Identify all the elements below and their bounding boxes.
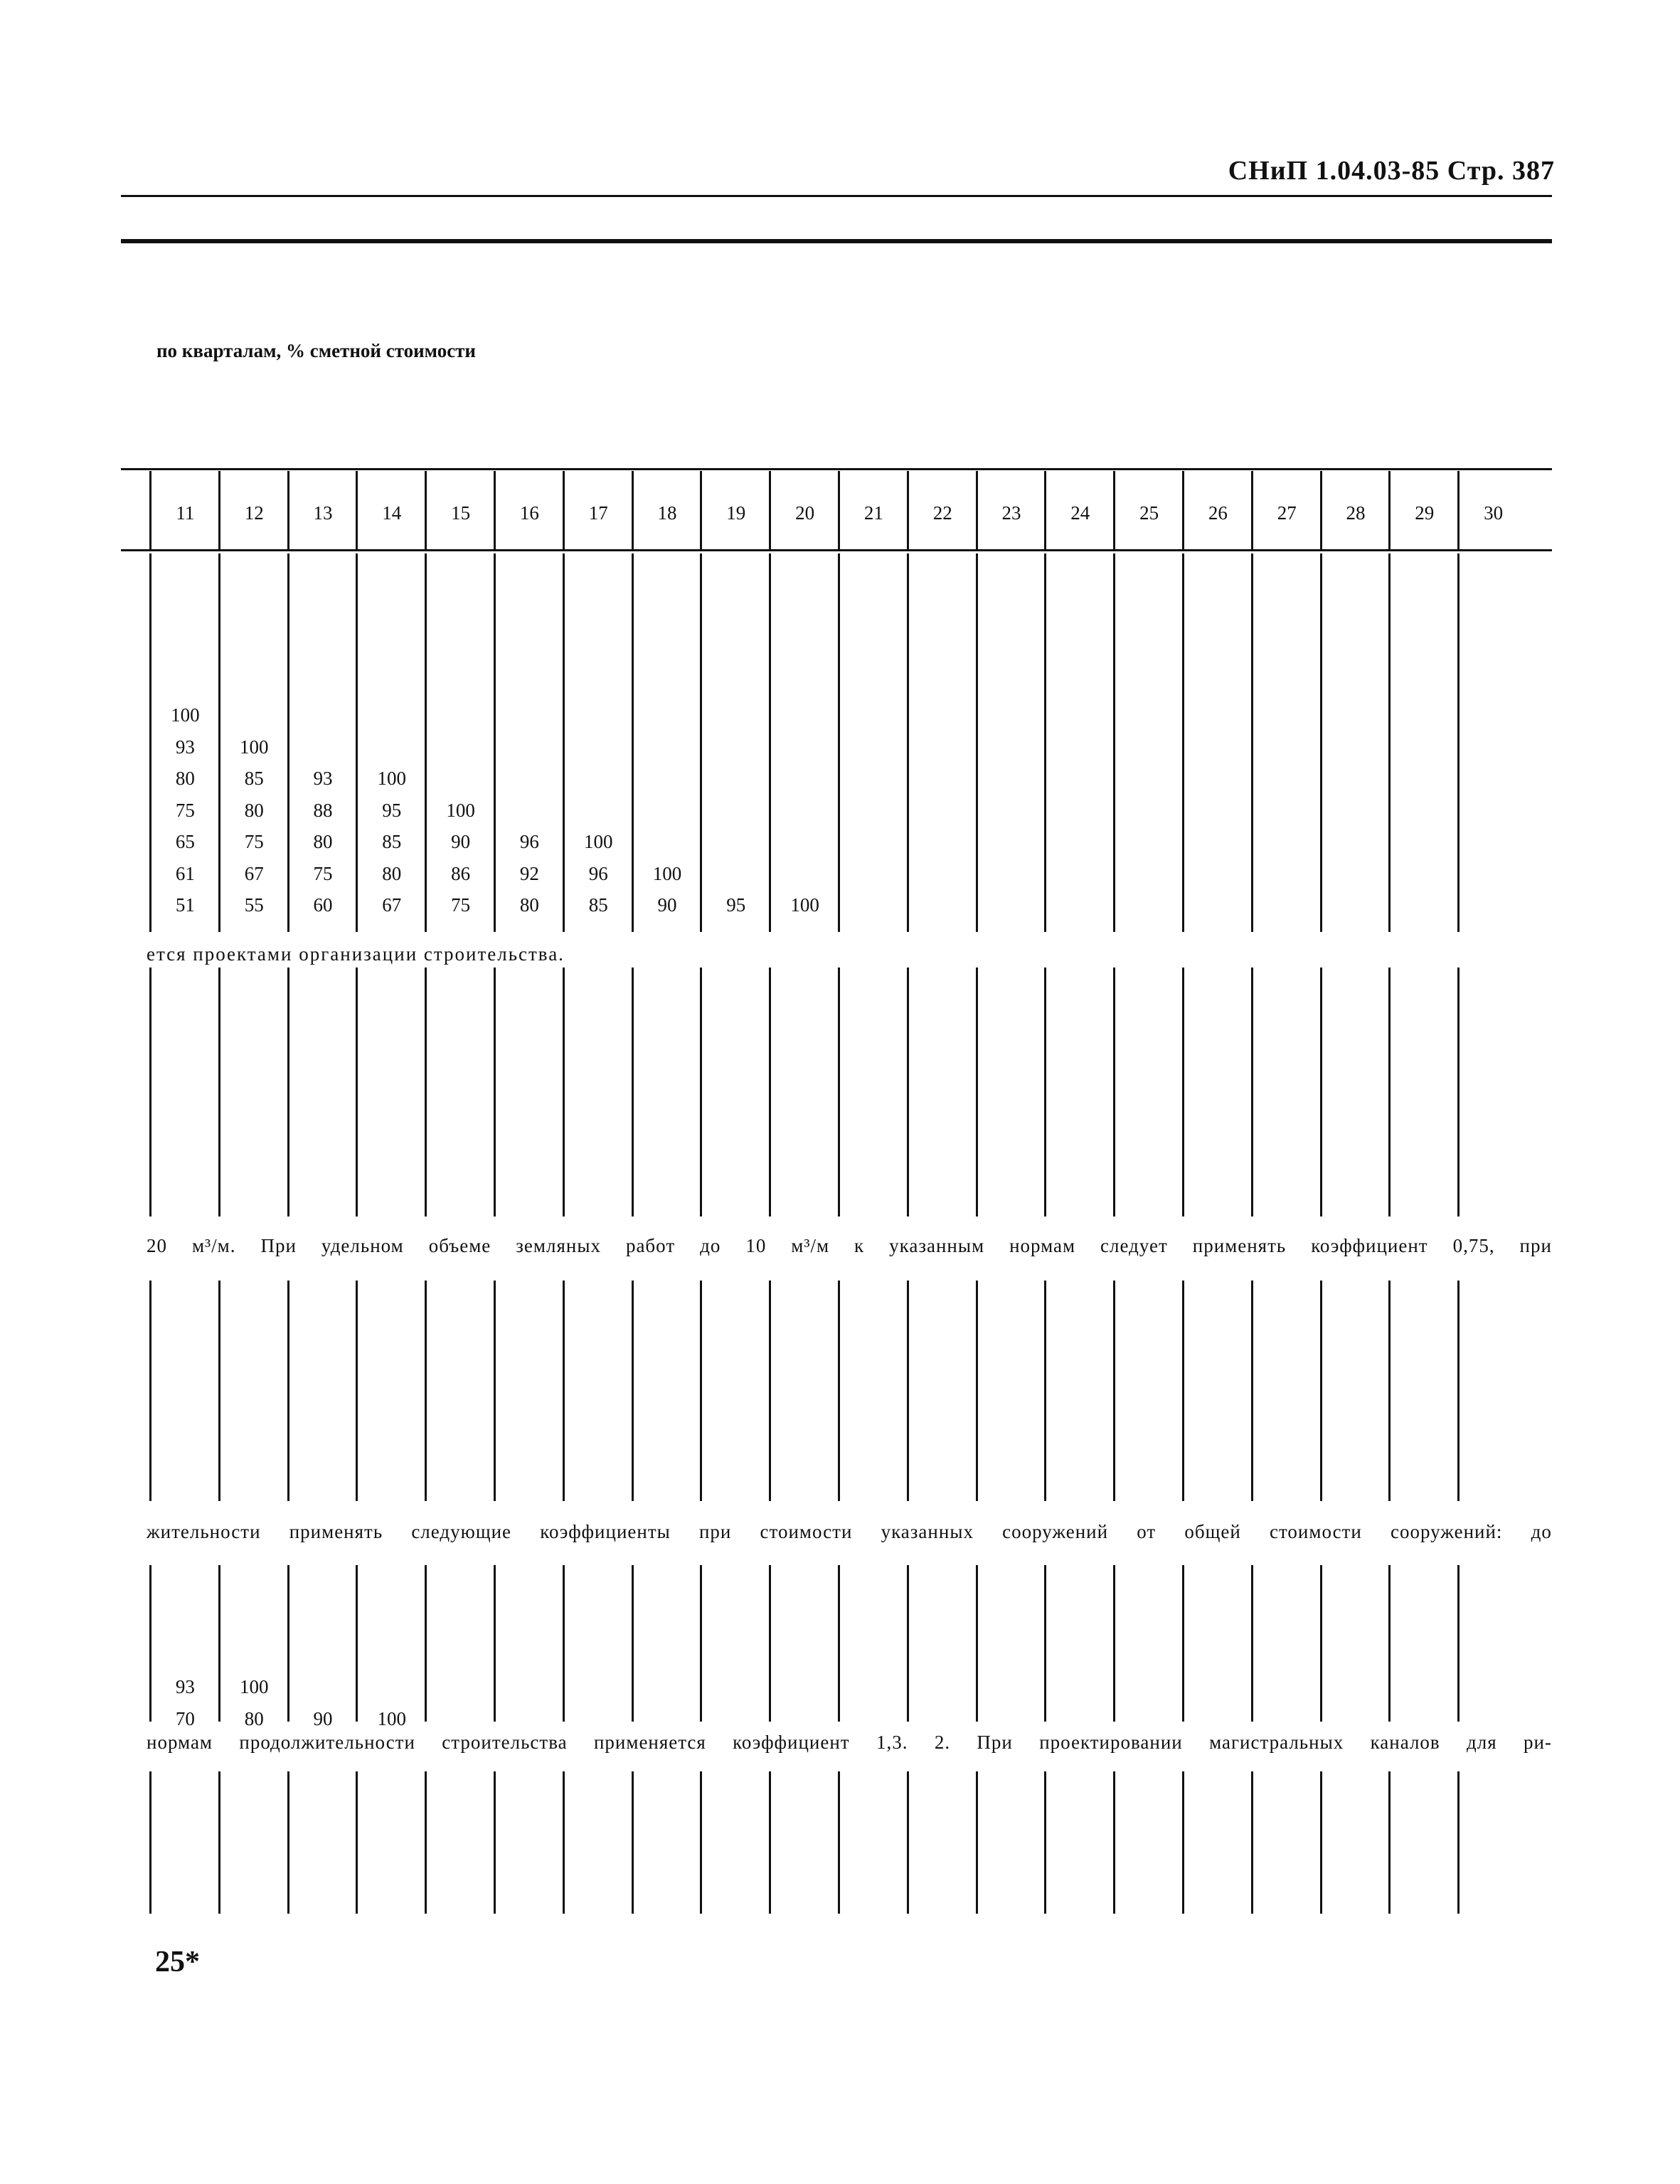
- column-divider: [218, 968, 220, 1216]
- table-cell: 85: [382, 831, 402, 852]
- column-divider: [976, 1771, 978, 1914]
- header-rule-thin: [121, 195, 1552, 197]
- column-divider: [1457, 471, 1460, 549]
- text-word: жительности: [147, 1521, 261, 1542]
- column-divider: [632, 1565, 634, 1722]
- text-word: коэффициенты: [540, 1521, 671, 1542]
- column-divider: [1113, 1281, 1115, 1501]
- column-divider: [700, 471, 702, 549]
- column-divider: [1182, 1281, 1184, 1501]
- column-divider: [1388, 1565, 1391, 1722]
- column-divider: [287, 968, 289, 1216]
- table-cell: 85: [244, 768, 264, 789]
- column-divider: [356, 1565, 358, 1722]
- column-divider: [907, 553, 909, 932]
- table-cell: 100: [377, 768, 407, 789]
- table-cell: 95: [726, 894, 746, 916]
- column-divider: [287, 1281, 289, 1501]
- text-word: нормам: [147, 1732, 213, 1753]
- column-divider: [1113, 553, 1115, 932]
- column-header: 29: [1415, 502, 1435, 524]
- column-header: 16: [519, 502, 539, 524]
- column-divider: [769, 1281, 771, 1501]
- column-header: 30: [1484, 502, 1504, 524]
- column-divider: [1113, 1771, 1115, 1914]
- column-divider: [1113, 471, 1115, 549]
- table-cell: 51: [175, 894, 195, 916]
- column-header: 15: [451, 502, 471, 524]
- text-word: сооружений:: [1391, 1521, 1503, 1542]
- column-divider: [563, 1281, 565, 1501]
- column-header: 27: [1277, 502, 1297, 524]
- column-divider: [149, 471, 151, 549]
- column-divider: [907, 1281, 909, 1501]
- column-divider: [1320, 471, 1322, 549]
- column-divider: [838, 553, 840, 932]
- column-divider: [700, 968, 702, 1216]
- column-header: 13: [313, 502, 333, 524]
- column-divider: [1113, 1565, 1115, 1722]
- table-cell: 90: [657, 894, 677, 916]
- table-cell: 92: [519, 862, 539, 884]
- column-divider: [494, 1771, 496, 1914]
- table-cell: 96: [588, 862, 608, 884]
- column-divider: [700, 1281, 702, 1501]
- table-cell: 80: [519, 894, 539, 916]
- column-divider: [976, 471, 978, 549]
- column-divider: [1251, 553, 1253, 932]
- column-divider: [563, 968, 565, 1216]
- column-divider: [1457, 968, 1460, 1216]
- column-divider: [632, 1771, 634, 1914]
- column-divider: [907, 1565, 909, 1722]
- column-divider: [976, 1281, 978, 1501]
- text-word: м³/м.: [191, 1235, 236, 1256]
- column-divider: [976, 1565, 978, 1722]
- text-word: 0,75,: [1452, 1235, 1495, 1256]
- column-header: 19: [726, 502, 746, 524]
- column-divider: [494, 968, 496, 1216]
- text-word: 10: [745, 1235, 767, 1256]
- column-header: 12: [244, 502, 264, 524]
- column-divider: [700, 553, 702, 932]
- table-header-border: [121, 549, 1552, 551]
- column-divider: [1388, 1771, 1391, 1914]
- page-mark: 25*: [155, 1946, 200, 1978]
- column-divider: [1182, 471, 1184, 549]
- column-header: 24: [1070, 502, 1090, 524]
- table-cell: 100: [583, 831, 613, 852]
- column-divider: [356, 1771, 358, 1914]
- table-cell: 95: [382, 799, 402, 821]
- text-word: м³/м: [791, 1235, 830, 1256]
- column-divider: [1320, 968, 1322, 1216]
- column-divider: [149, 1771, 151, 1914]
- column-divider: [1251, 471, 1253, 549]
- table-cell: 88: [313, 799, 333, 821]
- column-divider: [838, 968, 840, 1216]
- column-header: 14: [382, 502, 402, 524]
- table-cell: 93: [175, 736, 195, 758]
- text-word: следующие: [411, 1521, 512, 1542]
- table-cell: 80: [175, 768, 195, 789]
- text-word: строительства: [442, 1732, 568, 1753]
- column-divider: [907, 1771, 909, 1914]
- text-word: от: [1137, 1521, 1157, 1542]
- document-header: СНиП 1.04.03-85 Стр. 387: [1228, 156, 1555, 186]
- column-divider: [838, 1771, 840, 1914]
- column-divider: [356, 968, 358, 1216]
- column-header: 25: [1139, 502, 1159, 524]
- table-cell: 96: [519, 831, 539, 852]
- text-word: проектировании: [1039, 1732, 1183, 1753]
- column-header: 22: [932, 502, 952, 524]
- column-divider: [563, 471, 565, 549]
- column-divider: [425, 1565, 427, 1722]
- column-divider: [1044, 968, 1046, 1216]
- column-divider: [149, 1565, 151, 1722]
- column-divider: [287, 553, 289, 932]
- column-divider: [1044, 1565, 1046, 1722]
- column-divider: [1320, 553, 1322, 932]
- column-header: 21: [863, 502, 883, 524]
- text-word: ри-: [1524, 1732, 1552, 1753]
- table-cell: 100: [790, 894, 819, 916]
- column-divider: [494, 1281, 496, 1501]
- table-cell: 75: [451, 894, 471, 916]
- text-word: при: [698, 1521, 732, 1542]
- table-cell: 67: [244, 862, 264, 884]
- column-divider: [1113, 968, 1115, 1216]
- text-line-4: [147, 1732, 1552, 1754]
- column-divider: [494, 471, 496, 549]
- table-cell: 75: [244, 831, 264, 852]
- text-word: 2.: [934, 1732, 951, 1753]
- column-divider: [425, 553, 427, 932]
- text-word: при: [1519, 1235, 1552, 1256]
- column-divider: [838, 1565, 840, 1722]
- column-divider: [356, 471, 358, 549]
- table-cell: 75: [175, 799, 195, 821]
- column-divider: [907, 471, 909, 549]
- column-divider: [149, 1281, 151, 1501]
- table-cell: 100: [171, 704, 200, 726]
- table-cell: 93: [175, 1676, 195, 1697]
- column-divider: [1044, 1281, 1046, 1501]
- table-caption: по кварталам, % сметной стоимости: [156, 340, 476, 361]
- column-divider: [632, 968, 634, 1216]
- text-word: до: [700, 1235, 721, 1256]
- column-divider: [1320, 1771, 1322, 1914]
- text-word: 20: [147, 1235, 167, 1256]
- text-word: применять: [289, 1521, 383, 1542]
- text-word: При: [260, 1235, 297, 1256]
- column-divider: [1457, 1281, 1460, 1501]
- column-divider: [425, 471, 427, 549]
- text-word: нормам: [1009, 1235, 1076, 1256]
- column-header: 23: [1001, 502, 1021, 524]
- table-cell: 80: [244, 799, 264, 821]
- table-cell: 80: [382, 862, 402, 884]
- column-divider: [1251, 1565, 1253, 1722]
- text-word: магистральных: [1209, 1732, 1344, 1753]
- table-cell: 100: [239, 736, 269, 758]
- column-divider: [425, 1771, 427, 1914]
- column-divider: [356, 1281, 358, 1501]
- table-cell: 90: [451, 831, 471, 852]
- table-cell: 75: [313, 862, 333, 884]
- column-divider: [1251, 1281, 1253, 1501]
- column-divider: [218, 1281, 220, 1501]
- table-cell: 93: [313, 768, 333, 789]
- column-divider: [494, 553, 496, 932]
- column-divider: [976, 968, 978, 1216]
- text-word: до: [1531, 1521, 1552, 1542]
- text-word: общей: [1184, 1521, 1241, 1542]
- column-divider: [769, 1771, 771, 1914]
- text-line-1: ется проектами организации строительства.: [147, 943, 565, 965]
- column-divider: [632, 471, 634, 549]
- column-divider: [1320, 1565, 1322, 1722]
- column-divider: [1388, 471, 1391, 549]
- table-top-border: [121, 468, 1552, 470]
- text-word: к: [854, 1235, 865, 1256]
- column-divider: [287, 1565, 289, 1722]
- column-divider: [218, 471, 220, 549]
- column-divider: [1251, 968, 1253, 1216]
- column-divider: [563, 1565, 565, 1722]
- column-divider: [218, 553, 220, 932]
- column-divider: [700, 1771, 702, 1914]
- table-cell: 85: [588, 894, 608, 916]
- column-header: 18: [657, 502, 677, 524]
- text-word: удельном: [321, 1235, 404, 1256]
- text-word: стоимости: [760, 1521, 853, 1542]
- text-word: сооружений: [1002, 1521, 1109, 1542]
- column-divider: [1320, 1281, 1322, 1501]
- text-word: следует: [1100, 1235, 1168, 1256]
- table-cell: 86: [451, 862, 471, 884]
- column-divider: [494, 1565, 496, 1722]
- column-divider: [1457, 1565, 1460, 1722]
- column-divider: [425, 1281, 427, 1501]
- column-divider: [1388, 553, 1391, 932]
- column-header: 20: [795, 502, 815, 524]
- column-divider: [700, 1565, 702, 1722]
- table-cell: 100: [446, 799, 475, 821]
- column-divider: [563, 553, 565, 932]
- text-word: объеме: [428, 1235, 491, 1256]
- column-header: 28: [1346, 502, 1366, 524]
- column-divider: [1182, 553, 1184, 932]
- text-word: каналов: [1370, 1732, 1440, 1753]
- column-divider: [218, 1565, 220, 1722]
- text-word: продолжительности: [239, 1732, 415, 1753]
- column-divider: [838, 471, 840, 549]
- table-cell: 90: [313, 1707, 333, 1729]
- text-line-2: [147, 1235, 1552, 1257]
- column-divider: [1044, 553, 1046, 932]
- text-word: применяется: [593, 1732, 706, 1753]
- table-cell: 61: [175, 862, 195, 884]
- column-divider: [149, 968, 151, 1216]
- column-divider: [1457, 1771, 1460, 1914]
- column-divider: [1388, 968, 1391, 1216]
- column-divider: [769, 471, 771, 549]
- text-line-3: [147, 1521, 1552, 1543]
- text-word: коэффициент: [1311, 1235, 1428, 1256]
- column-divider: [1182, 1565, 1184, 1722]
- text-word: указанных: [881, 1521, 974, 1542]
- column-divider: [632, 553, 634, 932]
- column-divider: [149, 553, 151, 932]
- column-divider: [1251, 1771, 1253, 1914]
- column-divider: [769, 1565, 771, 1722]
- table-cell: 100: [652, 862, 682, 884]
- text-word: применять: [1192, 1235, 1287, 1256]
- column-header: 11: [176, 502, 195, 524]
- column-header: 17: [588, 502, 608, 524]
- column-divider: [1044, 1771, 1046, 1914]
- table-cell: 60: [313, 894, 333, 916]
- text-word: При: [977, 1732, 1013, 1753]
- column-divider: [1182, 968, 1184, 1216]
- text-word: земляных: [516, 1235, 601, 1256]
- column-divider: [1044, 471, 1046, 549]
- table-cell: 100: [239, 1676, 269, 1697]
- table-cell: 65: [175, 831, 195, 852]
- table-cell: 80: [313, 831, 333, 852]
- column-divider: [838, 1281, 840, 1501]
- column-divider: [1457, 553, 1460, 932]
- text-word: коэффициент: [733, 1732, 850, 1753]
- column-divider: [563, 1771, 565, 1914]
- column-divider: [287, 471, 289, 549]
- table-cell: 67: [382, 894, 402, 916]
- column-divider: [907, 968, 909, 1216]
- column-divider: [769, 968, 771, 1216]
- text-word: работ: [625, 1235, 676, 1256]
- column-divider: [1388, 1281, 1391, 1501]
- header-rule-thick: [121, 239, 1552, 243]
- column-divider: [1182, 1771, 1184, 1914]
- table-cell: 70: [175, 1707, 195, 1729]
- text-word: для: [1467, 1732, 1497, 1753]
- table-cell: 80: [244, 1707, 264, 1729]
- column-divider: [218, 1771, 220, 1914]
- text-word: 1,3.: [876, 1732, 908, 1753]
- column-divider: [769, 553, 771, 932]
- column-header: 26: [1208, 502, 1228, 524]
- table-cell: 55: [244, 894, 264, 916]
- column-divider: [287, 1771, 289, 1914]
- text-word: стоимости: [1269, 1521, 1362, 1542]
- column-divider: [632, 1281, 634, 1501]
- column-divider: [425, 968, 427, 1216]
- table-cell: 100: [377, 1707, 407, 1729]
- text-word: указанным: [889, 1235, 985, 1256]
- column-divider: [976, 553, 978, 932]
- column-divider: [356, 553, 358, 932]
